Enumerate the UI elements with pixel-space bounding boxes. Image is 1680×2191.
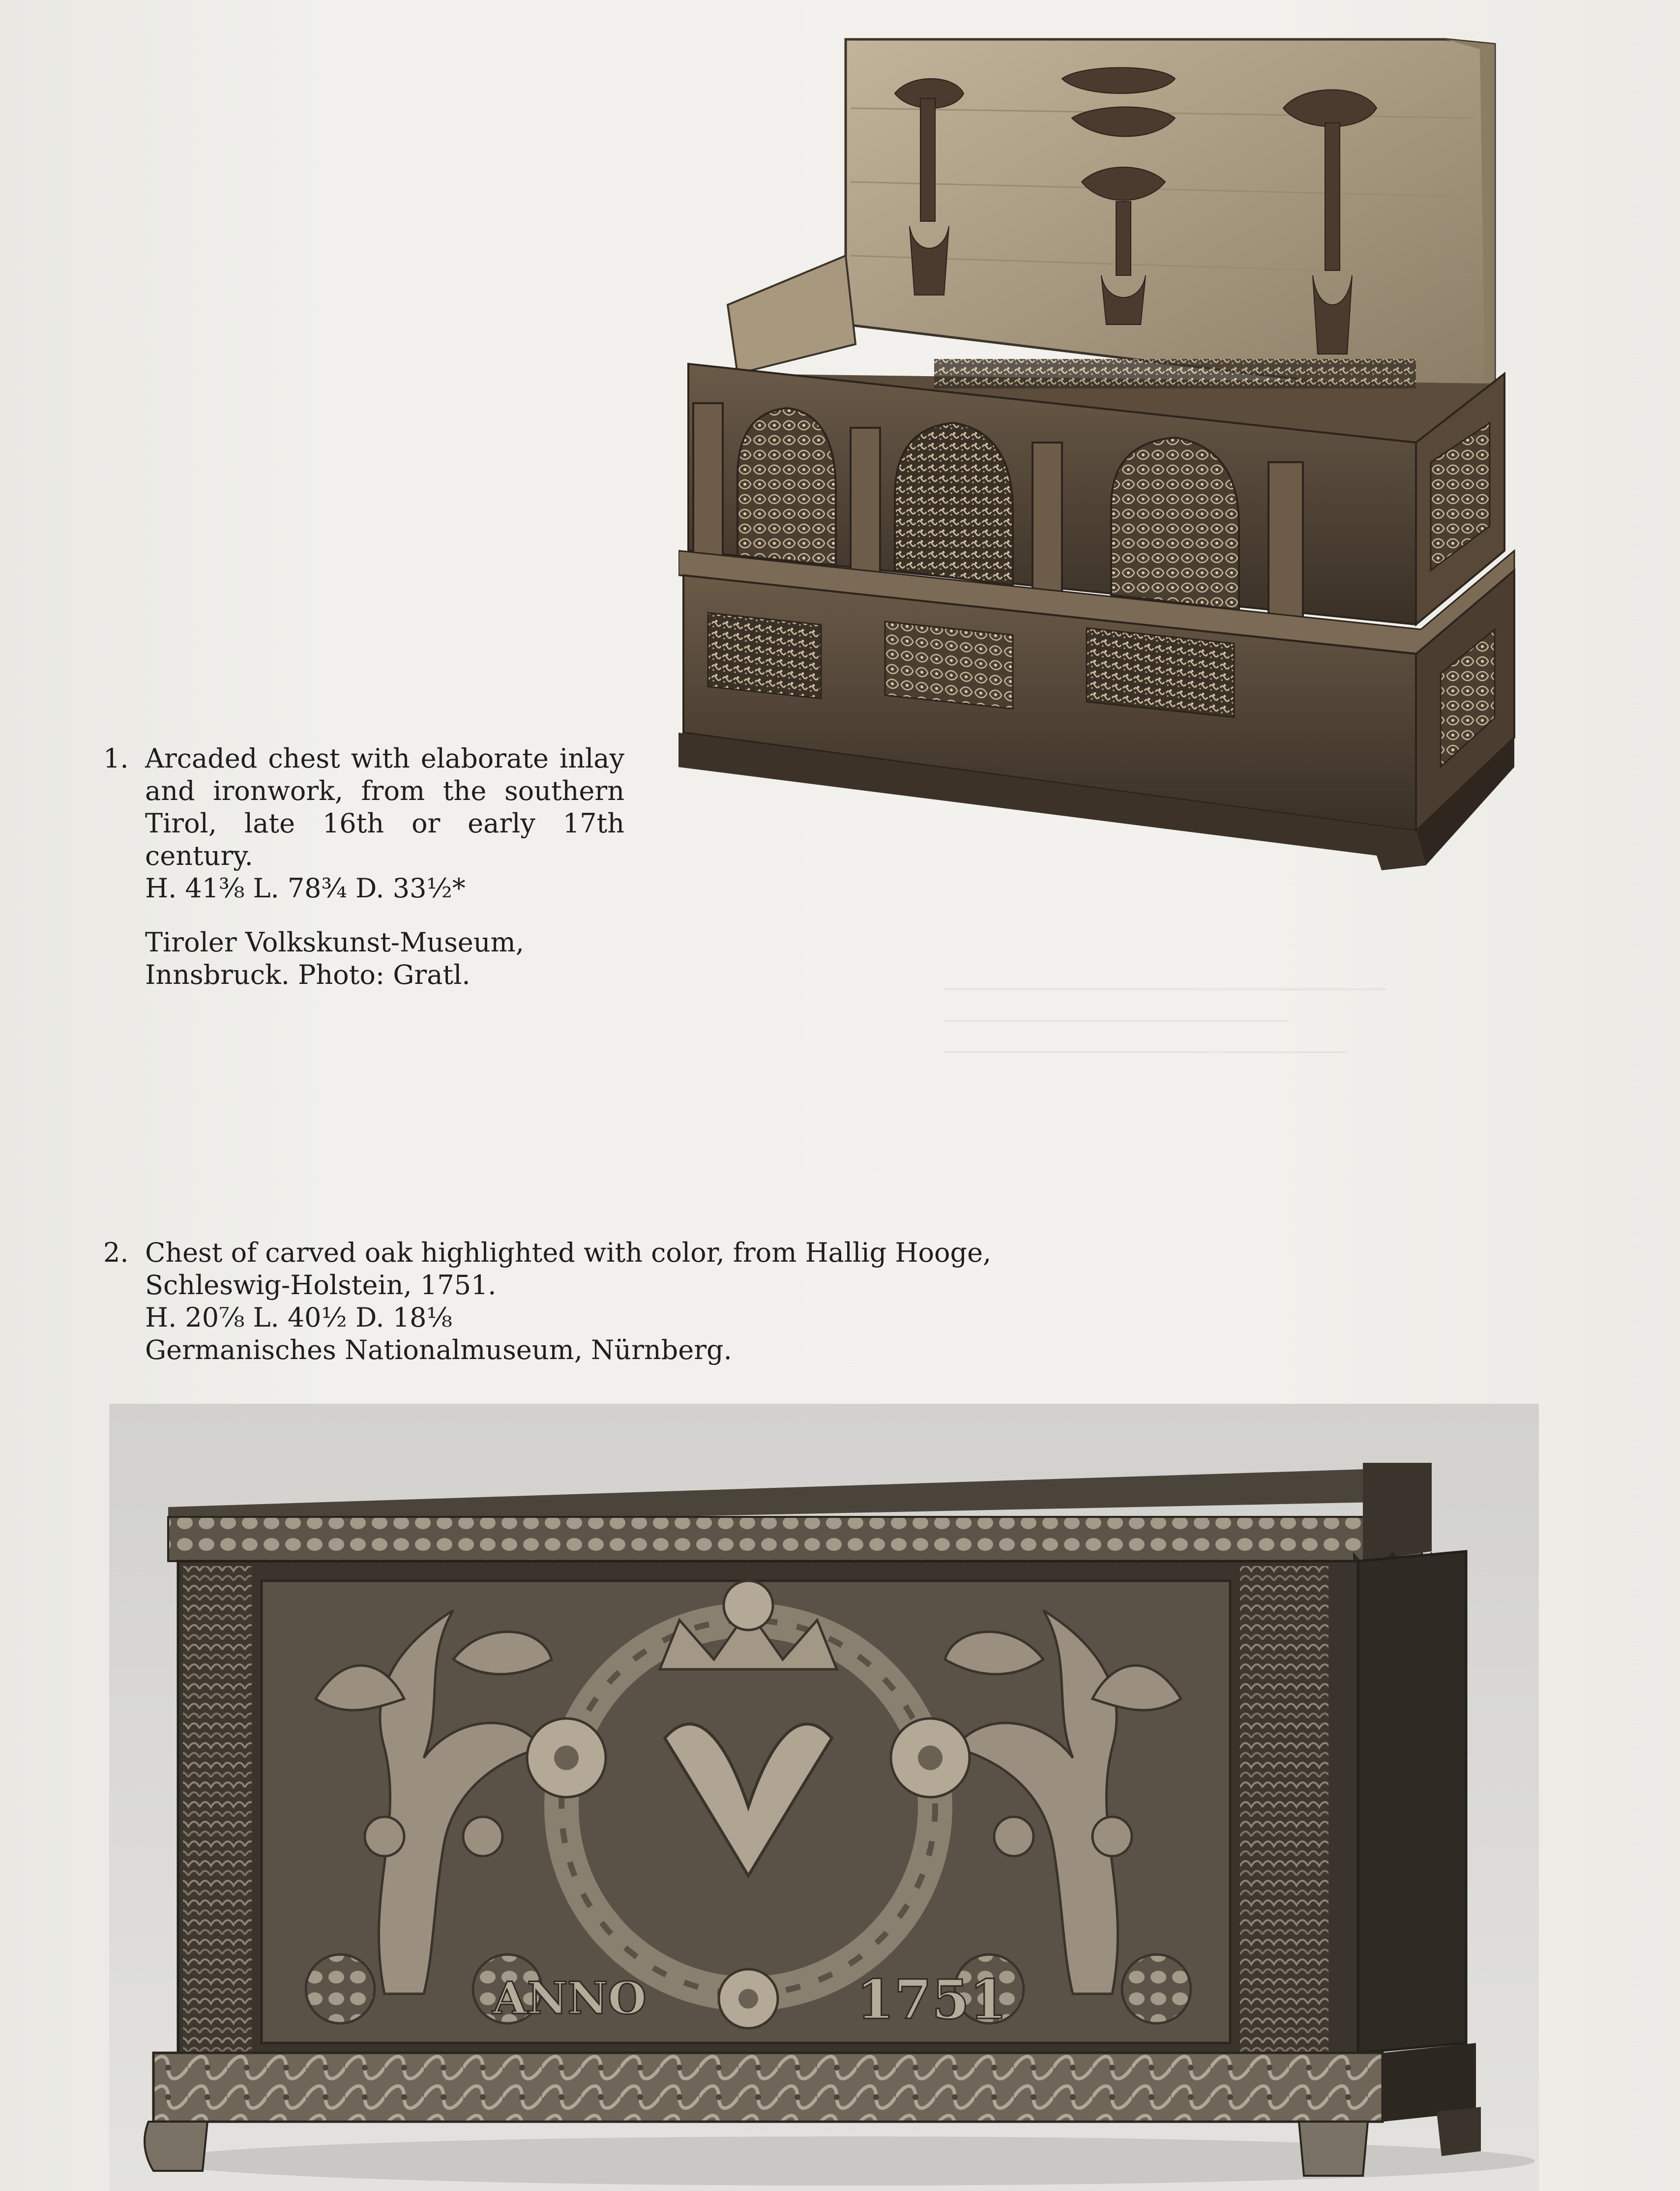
caption-number: 1. [103, 743, 129, 774]
caption-1 [103, 742, 624, 991]
caption-credit: Germanisches Nationalmuseum, Nürnberg. [145, 1334, 732, 1365]
carved-chest-photo [109, 1404, 1539, 2191]
inlaid-chest-photo [678, 20, 1539, 993]
caption-2 [103, 1237, 1136, 1366]
chest-inscription-year: 1751 [856, 1968, 1007, 2031]
caption-credit: Tiroler Volkskunst-Museum, Innsbruck. Photo: Gratl. [145, 927, 524, 990]
caption-description: Chest of carved oak highlighted with color, from Hallig Hooge, Schleswig-Holstein, 1751. [145, 1237, 992, 1301]
chest-inscription-anno: ANNO [493, 1972, 647, 2024]
caption-description: Arcaded chest with elaborate inlay and ironwork, from the southern Tirol, late 16th or early 17th century. [145, 743, 624, 871]
show-through-text [944, 959, 1485, 1053]
caption-number: 2. [103, 1237, 129, 1268]
caption-dimensions: H. 41⅜ L. 78¾ D. 33½* [145, 873, 466, 904]
caption-dimensions: H. 20⅞ L. 40½ D. 18⅛ [145, 1302, 452, 1333]
